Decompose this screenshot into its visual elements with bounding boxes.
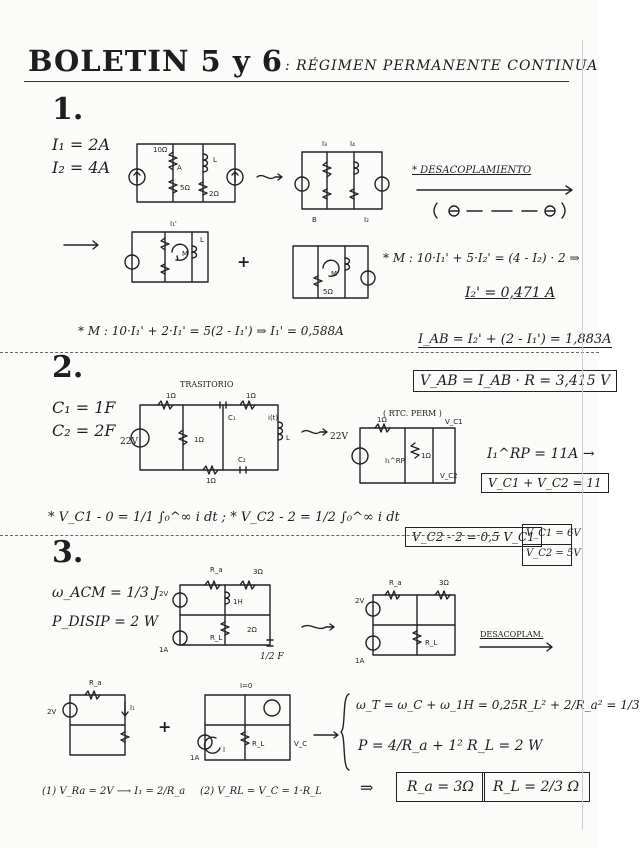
- ex2-given-c1: C₁ = 1F: [52, 398, 116, 417]
- page-edge: [582, 40, 583, 830]
- ex2-result-vc1: V_C1 = 6V: [526, 528, 581, 539]
- svg-text:3Ω: 3Ω: [253, 568, 263, 576]
- arrow-icon: [300, 620, 340, 634]
- svg-text:C₁: C₁: [228, 414, 236, 422]
- svg-text:C₂: C₂: [238, 456, 246, 464]
- exercise-3-number: 3.: [52, 535, 84, 570]
- plus-sign: +: [158, 717, 172, 736]
- svg-text:1Ω: 1Ω: [206, 477, 216, 485]
- ex2-source-label: 22V: [120, 437, 138, 447]
- ex2-result-vc2: V_C2 = 5V: [526, 548, 581, 559]
- ex3-note-1: (1) V_Ra = 2V ⟶ I₁ = 2/R_a: [42, 786, 186, 797]
- ex2-final-results-box: [522, 524, 581, 566]
- exercise-1-number: 1.: [52, 92, 84, 127]
- ex3-energy-equation: ω_T = ω_C + ω_1H = 0,25R_L² + 2/R_a² = 1/3: [356, 698, 640, 712]
- ex1-mesh-equation-1: * M : 10·I₁' + 5·I₂' = (4 - I₂) · 2 ⇒: [383, 251, 580, 265]
- svg-text:I₁': I₁': [170, 220, 177, 228]
- ex3-redrawn-circuit: [355, 575, 470, 670]
- plus-sign: +: [237, 252, 251, 271]
- svg-text:5Ω: 5Ω: [323, 288, 333, 296]
- ex1-subcircuit-left: [120, 212, 220, 297]
- svg-text:R_L: R_L: [252, 740, 265, 748]
- arrow-icon: [255, 170, 285, 184]
- svg-text:1A: 1A: [190, 754, 200, 762]
- svg-text:i(t): i(t): [268, 414, 279, 422]
- arrow-icon: [300, 425, 330, 439]
- svg-text:2V: 2V: [47, 708, 57, 716]
- ex3-note-2: (2) V_RL = V_C = 1·R_L: [200, 786, 322, 797]
- arrow-icon: [478, 640, 558, 654]
- exercise-2-number: 2.: [52, 350, 84, 385]
- svg-text:B: B: [312, 216, 317, 224]
- ex3-desacoplam-label: DESACOPLAM.: [480, 630, 544, 639]
- svg-text:I₃: I₃: [322, 140, 327, 148]
- ex1-decoupling-sketch: [412, 178, 582, 223]
- ex1-given-i1: I₁ = 2A: [52, 135, 111, 154]
- svg-text:I₄: I₄: [350, 140, 355, 148]
- ex3-cap-label: 1/2 F: [260, 652, 284, 662]
- ex1-result-iab: I_AB = I₂' + (2 - I₁') = 1,883A: [418, 332, 612, 347]
- arrow-icon: [62, 238, 102, 252]
- svg-text:V_C2: V_C2: [440, 472, 458, 480]
- ex1-redrawn-circuit: [292, 134, 392, 229]
- svg-text:2V: 2V: [355, 597, 365, 605]
- svg-text:1A: 1A: [159, 646, 169, 654]
- ex2-transient-circuit: [128, 390, 298, 485]
- ex2-transitorio-label: TRASITORIO: [180, 380, 234, 389]
- svg-text:2Ω: 2Ω: [247, 626, 257, 634]
- svg-text:I₂: I₂: [364, 216, 369, 224]
- ex2-steady-state-circuit: [345, 418, 475, 493]
- svg-text:1H: 1H: [233, 598, 243, 606]
- svg-text:1Ω: 1Ω: [166, 392, 176, 400]
- ex1-desacoplamiento-label: * DESACOPLAMIENTO: [412, 165, 532, 176]
- brace-icon: [338, 692, 352, 772]
- svg-text:I₁^RP: I₁^RP: [385, 457, 405, 465]
- ex2-given-c2: C₂ = 2F: [52, 421, 116, 440]
- ex2-vc2-box: V_C2 - 2 = 0,5 V_C1: [405, 527, 542, 547]
- page-subtitle: : RÉGIMEN PERMANENTE CONTINUA: [285, 58, 599, 74]
- svg-text:1Ω: 1Ω: [246, 392, 256, 400]
- svg-text:1Ω: 1Ω: [421, 452, 431, 460]
- svg-text:L: L: [200, 236, 204, 244]
- svg-text:L: L: [213, 156, 217, 164]
- svg-text:I: I: [223, 746, 226, 754]
- ex2-result-i1rp: I₁^RP = 11A →: [487, 446, 595, 462]
- ex1-result-i2: I₂' = 0,471 A: [465, 285, 556, 301]
- page-title: BOLETIN 5 y 6: [28, 44, 283, 78]
- ex2-rtcperm-label: ( RTC. PERM ): [383, 409, 442, 418]
- ex3-subcircuit-2: [190, 680, 308, 775]
- svg-text:1A: 1A: [355, 657, 365, 665]
- svg-text:2V: 2V: [159, 590, 169, 598]
- ex3-implies-arrow: ⇒: [360, 778, 374, 797]
- svg-text:2Ω: 2Ω: [209, 190, 219, 198]
- ex1-subcircuit-right: [283, 238, 378, 308]
- ex1-result-vab-box: V_AB = I_AB · R = 3,415 V: [413, 370, 617, 392]
- svg-text:R_a: R_a: [389, 579, 402, 587]
- svg-text:M: M: [182, 250, 189, 258]
- svg-text:I=0: I=0: [240, 682, 253, 690]
- svg-text:1Ω: 1Ω: [194, 436, 204, 444]
- ex3-original-circuit: [155, 560, 285, 665]
- title-underline: [24, 81, 569, 82]
- ex1-original-circuit: [125, 132, 245, 212]
- ex1-given-i2: I₂ = 4A: [52, 158, 111, 177]
- ex3-power-equation: P = 4/R_a + 1² R_L = 2 W: [358, 738, 543, 754]
- ex1-mesh-equation-2: * M : 10·I₁' + 2·I₁' = 5(2 - I₁') ⇒ I₁' = 0,588A: [78, 324, 344, 338]
- svg-text:M: M: [331, 270, 338, 278]
- ex3-given-energy: ω_ACM = 1/3 J: [52, 585, 159, 601]
- svg-text:I₁: I₁: [130, 704, 135, 712]
- svg-text:R_L: R_L: [210, 634, 223, 642]
- ex3-result-ra-box: R_a = 3Ω: [396, 772, 485, 802]
- svg-text:V_C1: V_C1: [445, 418, 463, 426]
- svg-text:5Ω: 5Ω: [180, 184, 190, 192]
- svg-text:R_a: R_a: [89, 679, 102, 687]
- svg-text:V_C: V_C: [294, 740, 308, 748]
- ex3-given-power: P_DISIP = 2 W: [52, 614, 159, 630]
- ex2-result-sum-box: V_C1 + V_C2 = 11: [481, 473, 609, 493]
- svg-text:R_a: R_a: [210, 566, 223, 574]
- svg-text:1Ω: 1Ω: [377, 416, 387, 424]
- svg-text:3Ω: 3Ω: [439, 579, 449, 587]
- section-divider: [0, 352, 599, 353]
- svg-text:A: A: [177, 164, 182, 172]
- ex3-subcircuit-1: [45, 680, 140, 765]
- ex2-integral-equations: * V_C1 - 0 = 1/1 ∫₀^∞ i dt ; * V_C2 - 2 = 1/2 ∫₀^∞ i dt: [48, 510, 400, 525]
- svg-text:10Ω: 10Ω: [153, 146, 168, 154]
- svg-text:R_L: R_L: [425, 639, 438, 647]
- ex2-steady-source-label: 22V: [330, 432, 348, 442]
- ex3-result-rl-box: R_L = 2/3 Ω: [482, 772, 590, 802]
- svg-text:L: L: [286, 434, 290, 442]
